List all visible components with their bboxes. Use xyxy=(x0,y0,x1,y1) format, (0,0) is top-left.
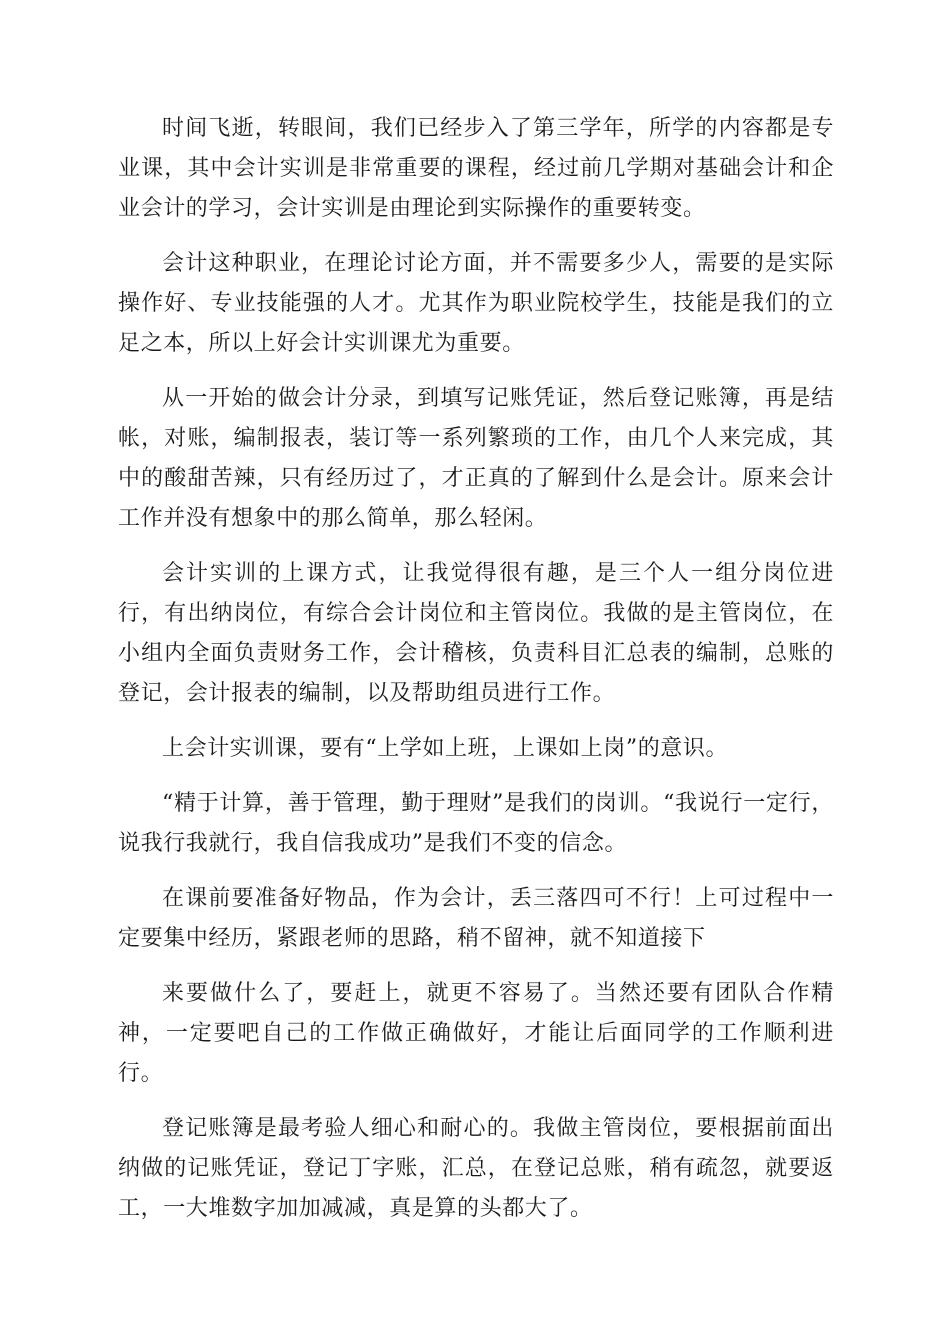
paragraph-2: 会计这种职业，在理论讨论方面，并不需要多少人，需要的是实际操作好、专业技能强的人才。尤其作为职业院校学生，技能是我们的立足之本，所以上好会计实训课尤为重要。 xyxy=(118,251,834,356)
paragraph-3: 从一开始的做会计分录，到填写记账凭证，然后登记账簿，再是结帐，对账，编制报表，装订等一系列繁琐的工作，由几个人来完成，其中的酸甜苦辣，只有经历过了，才正真的了解到什么是会计。原来会计工作并没有想象中的那么简单，那么轻闲。 xyxy=(118,386,834,531)
paragraph-6: “精于计算，善于管理，勤于理财”是我们的岗训。“我说行一定行，说我行我就行，我自信我成功”是我们不变的信念。 xyxy=(118,791,834,856)
paragraph-7: 在课前要准备好物品，作为会计，丢三落四可不行！上可过程中一定要集中经历，紧跟老师的思路，稍不留神，就不知道接下 xyxy=(118,886,834,951)
paragraph-4: 会计实训的上课方式，让我觉得很有趣，是三个人一组分岗位进行，有出纳岗位，有综合会计岗位和主管岗位。我做的是主管岗位，在小组内全面负责财务工作，会计稽核，负责科目汇总表的编制，总账的登记，会计报表的编制，以及帮助组员进行工作。 xyxy=(118,561,834,706)
paragraph-5: 上会计实训课，要有“上学如上班，上课如上岗”的意识。 xyxy=(162,736,729,761)
paragraph-9: 登记账簿是最考验人细心和耐心的。我做主管岗位，要根据前面出纳做的记账凭证，登记丁字账，汇总，在登记总账，稍有疏忽，就要返工，一大堆数字加加减减，真是算的头都大了。 xyxy=(118,1116,834,1221)
paragraph-8: 来要做什么了，要赶上，就更不容易了。当然还要有团队合作精神，一定要吧自己的工作做正确做好，才能让后面同学的工作顺利进行。 xyxy=(118,981,834,1086)
document-body xyxy=(118,109,834,1244)
paragraph-1: 时间飞逝，转眼间，我们已经步入了第三学年，所学的内容都是专业课，其中会计实训是非常重要的课程，经过前几学期对基础会计和企业会计的学习，会计实训是由理论到实际操作的重要转变。 xyxy=(118,116,834,221)
